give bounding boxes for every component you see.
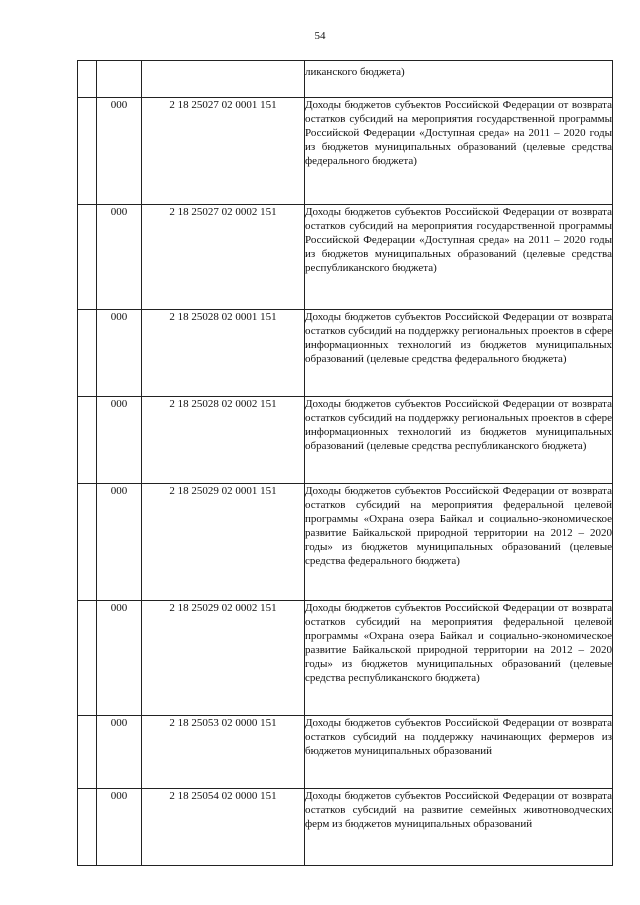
description-cell: Доходы бюджетов субъектов Российской Федерации от возврата остатков субсидий на поддержку начинающих фермеров из бюджетов муниципальных образований xyxy=(305,716,613,789)
kbk-code-cell: 2 18 25027 02 0001 151 xyxy=(142,98,305,205)
blank-cell xyxy=(78,397,97,484)
page-number: 54 xyxy=(314,30,326,42)
kbk-code-cell: 2 18 25029 02 0002 151 xyxy=(142,601,305,716)
kbk-code-cell: 2 18 25029 02 0001 151 xyxy=(142,484,305,601)
blank-cell xyxy=(78,484,97,601)
admin-code-cell: 000 xyxy=(97,205,142,310)
table-row xyxy=(78,397,613,484)
description-cell: ликанского бюджета) xyxy=(305,61,613,98)
table-row xyxy=(78,716,613,789)
admin-code-cell: 000 xyxy=(97,789,142,866)
kbk-code-cell: 2 18 25028 02 0002 151 xyxy=(142,397,305,484)
table-row xyxy=(78,205,613,310)
table-row xyxy=(78,789,613,866)
admin-code-cell: 000 xyxy=(97,601,142,716)
blank-cell xyxy=(78,61,97,98)
description-cell: Доходы бюджетов субъектов Российской Федерации от возврата остатков субсидий на мероприятия государственной программы Российской Федерации «Доступная среда» на 2011 – 2020 годы из бюджетов муниципальных образований (целевые средства республиканского бюджета) xyxy=(305,205,613,310)
admin-code-cell: 000 xyxy=(97,484,142,601)
description-cell: Доходы бюджетов субъектов Российской Федерации от возврата остатков субсидий на поддержку региональных проектов в сфере информационных технологий из бюджетов муниципальных образований (целевые средства федерального бюджета) xyxy=(305,310,613,397)
table-row xyxy=(78,484,613,601)
blank-cell xyxy=(78,310,97,397)
kbk-code-cell: 2 18 25053 02 0000 151 xyxy=(142,716,305,789)
description-cell: Доходы бюджетов субъектов Российской Федерации от возврата остатков субсидий на мероприятия государственной программы Российской Федерации «Доступная среда» на 2011 – 2020 годы из бюджетов муниципальных образований (целевые средства федерального бюджета) xyxy=(305,98,613,205)
table-row xyxy=(78,310,613,397)
blank-cell xyxy=(78,205,97,310)
description-cell: Доходы бюджетов субъектов Российской Федерации от возврата остатков субсидий на развитие семейных животноводческих ферм из бюджетов муниципальных образований xyxy=(305,789,613,866)
kbk-code-cell: 2 18 25027 02 0002 151 xyxy=(142,205,305,310)
admin-code-cell: 000 xyxy=(97,716,142,789)
description-cell: Доходы бюджетов субъектов Российской Федерации от возврата остатков субсидий на мероприятия федеральной целевой программы «Охрана озера Байкал и социально-экономическое развитие Байкальской природной территории на 2012 – 2020 годы» из бюджетов муниципальных образований (целевые средства федерального бюджета) xyxy=(305,484,613,601)
admin-code-cell: 000 xyxy=(97,310,142,397)
blank-cell xyxy=(78,98,97,205)
admin-code-cell: 000 xyxy=(97,98,142,205)
kbk-code-cell: 2 18 25028 02 0001 151 xyxy=(142,310,305,397)
blank-cell xyxy=(78,601,97,716)
kbk-code-cell xyxy=(142,61,305,98)
admin-code-cell xyxy=(97,61,142,98)
table-row xyxy=(78,61,613,98)
description-cell: Доходы бюджетов субъектов Российской Федерации от возврата остатков субсидий на поддержку региональных проектов в сфере информационных технологий из бюджетов муниципальных образований (целевые средства республиканского бюджета) xyxy=(305,397,613,484)
description-cell: Доходы бюджетов субъектов Российской Федерации от возврата остатков субсидий на мероприятия федеральной целевой программы «Охрана озера Байкал и социально-экономическое развитие Байкальской природной территории на 2012 – 2020 годы» из бюджетов муниципальных образований (целевые средства республиканского бюджета) xyxy=(305,601,613,716)
admin-code-cell: 000 xyxy=(97,397,142,484)
kbk-code-cell: 2 18 25054 02 0000 151 xyxy=(142,789,305,866)
blank-cell xyxy=(78,789,97,866)
table-row xyxy=(78,98,613,205)
table-row xyxy=(78,601,613,716)
budget-revenue-table xyxy=(77,60,613,866)
blank-cell xyxy=(78,716,97,789)
